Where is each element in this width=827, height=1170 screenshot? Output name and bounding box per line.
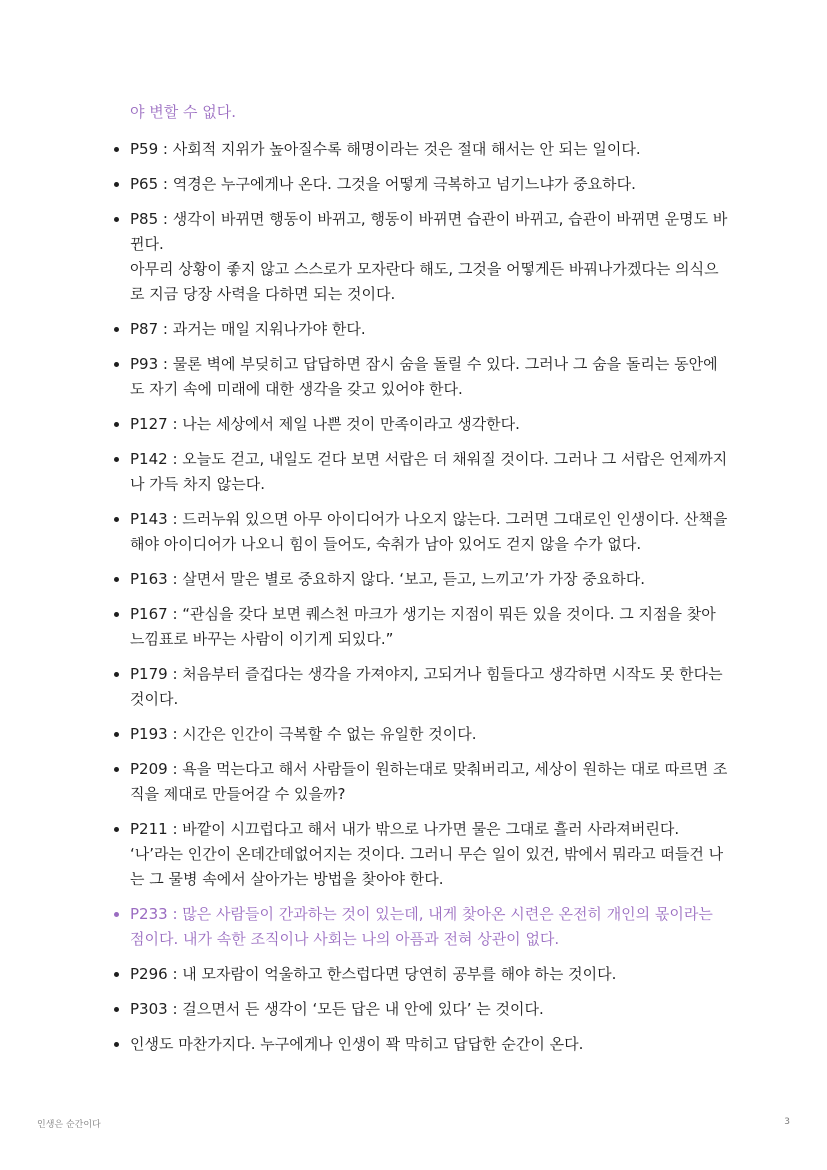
list-item: P143 : 드러누워 있으면 아무 아이디어가 나오지 않는다. 그러면 그대로인 인생이다. 산책을 해야 아이디어가 나오니 힘이 들어도, 숙취가 남아 있어도 걷지 않을 수가 없다. [130, 507, 730, 557]
quote-list [130, 137, 730, 1067]
footer-title: 인생은 순간이다 [37, 1120, 101, 1130]
list-item: P93 : 물론 벽에 부딪히고 답답하면 잠시 숨을 돌릴 수 있다. 그러나 그 숨을 돌리는 동안에도 자기 속에 미래에 대한 생각을 갖고 있어야 한다. [130, 352, 730, 402]
list-item: P65 : 역경은 누구에게나 온다. 그것을 어떻게 극복하고 넘기느냐가 중요하다. [130, 172, 730, 197]
page-number: 3 [784, 1117, 790, 1127]
list-item: P193 : 시간은 인간이 극복할 수 없는 유일한 것이다. [130, 722, 730, 747]
list-item: P127 : 나는 세상에서 제일 나쁜 것이 만족이라고 생각한다. [130, 412, 730, 437]
list-item: P179 : 처음부터 즐겁다는 생각을 가져야지, 고되거나 힘들다고 생각하면 시작도 못 한다는 것이다. [130, 662, 730, 712]
list-item: 인생도 마찬가지다. 누구에게나 인생이 꽉 막히고 답답한 순간이 온다. [130, 1032, 730, 1057]
list-item: P233 : 많은 사람들이 간과하는 것이 있는데, 내게 찾아온 시련은 온전히 개인의 몫이라는 점이다. 내가 속한 조직이나 사회는 나의 아픔과 전혀 상관이 없다. [130, 902, 730, 952]
list-item: P296 : 내 모자람이 억울하고 한스럽다면 당연히 공부를 해야 하는 것이다. [130, 962, 730, 987]
list-item: P163 : 살면서 말은 별로 중요하지 않다. ‘보고, 듣고, 느끼고’가 가장 중요하다. [130, 567, 730, 592]
list-item: P167 : “관심을 갖다 보면 퀘스천 마크가 생기는 지점이 뭐든 있을 것이다. 그 지점을 찾아 느낌표로 바꾸는 사람이 이기게 되있다.” [130, 602, 730, 652]
list-item: P59 : 사회적 지위가 높아질수록 해명이라는 것은 절대 해서는 안 되는 일이다. [130, 137, 730, 162]
list-item: P303 : 걸으면서 든 생각이 ‘모든 답은 내 안에 있다’ 는 것이다. [130, 997, 730, 1022]
list-item: P87 : 과거는 매일 지워나가야 한다. [130, 317, 730, 342]
list-item: P209 : 욕을 먹는다고 해서 사람들이 원하는대로 맞춰버리고, 세상이 원하는 대로 따르면 조직을 제대로 만들어갈 수 있을까? [130, 757, 730, 807]
list-item: P142 : 오늘도 걷고, 내일도 걷다 보면 서랍은 더 채워질 것이다. 그러나 그 서랍은 언제까지나 가득 차지 않는다. [130, 447, 730, 497]
list-item: P85 : 생각이 바뀌면 행동이 바뀌고, 행동이 바뀌면 습관이 바뀌고, 습관이 바뀌면 운명도 바뀐다. 아무리 상황이 좋지 않고 스스로가 모자란다 해도, 그것을 어떻게든 바꿔나가겠다는 의식으로 지금 당장 사력을 다하면 되는 것이다. [130, 207, 730, 307]
list-item: P211 : 바깥이 시끄럽다고 해서 내가 밖으로 나가면 물은 그대로 흘러 사라져버린다. ‘나’라는 인간이 온데간데없어지는 것이다. 그러니 무슨 일이 있건, 밖에서 뭐라고 떠들건 나는 그 물병 속에서 살아가는 방법을 찾아야 한다. [130, 817, 730, 892]
continuation-text: 야 변할 수 없다. [130, 103, 237, 121]
